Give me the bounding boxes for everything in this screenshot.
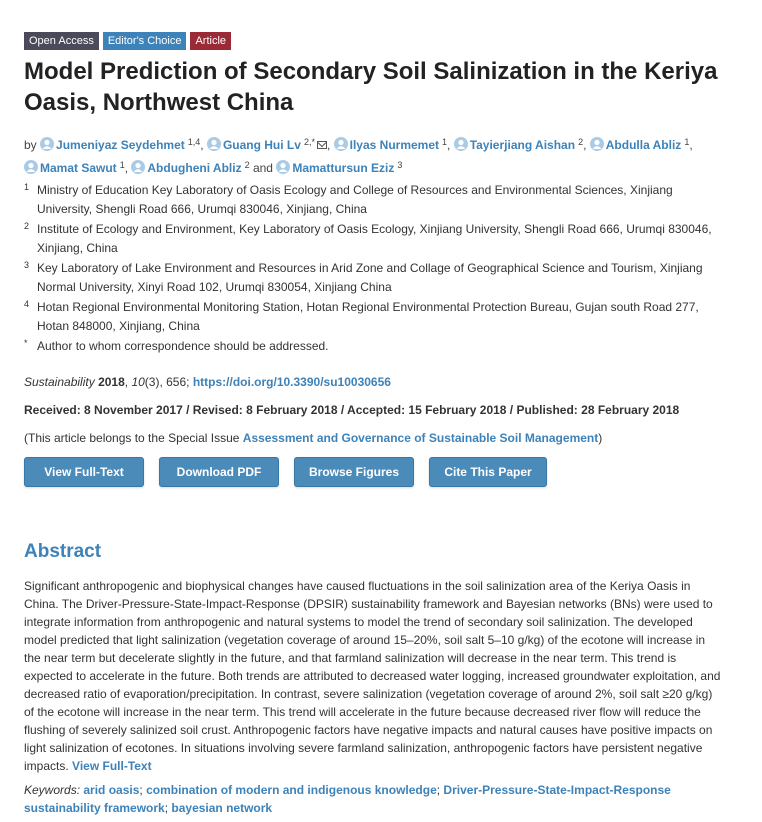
affiliation-text: Author to whom correspondence should be addressed. (37, 339, 329, 353)
user-icon (40, 137, 54, 151)
author-item: Tayierjiang Aishan $^2$, (454, 138, 590, 152)
user-icon (24, 160, 38, 174)
author-item: Ilyas Nurmemet $^1$, (334, 138, 454, 152)
affiliation-number: 2 (24, 221, 30, 231)
author-name-link[interactable]: Abdugheni Abliz (147, 161, 242, 175)
mail-icon[interactable] (317, 141, 327, 149)
affiliation-number: 1 (24, 182, 30, 192)
and-label: and (252, 161, 273, 175)
author-affiliation-sup: 1 (684, 137, 690, 147)
keyword-link[interactable]: arid oasis (83, 783, 140, 797)
abstract-heading: Abstract (24, 541, 102, 562)
affiliation-item (24, 220, 724, 258)
affiliation-item (24, 181, 724, 219)
affiliation-number: * (24, 338, 28, 348)
user-icon (334, 137, 348, 151)
user-icon (207, 137, 221, 151)
abstract-text: Significant anthropogenic and biophysical changes have caused fluctuations in the soil salinization area of the Keriya Oasis in China. The Driver-Pressure-State-Impact-Response (DPSIR) sustainability framework and Bayesian networks (BNs) were used to integrate information from anthropogenic and natural systems to model the trend of secondary soil salinization. The developed model predicted that light salinization (vegetation coverage of around 15–20%, soil salt 5–10 g/kg) of the ecotone will increase in the near term but decelerate slightly in the future, and that farmland salinization will decrease in the near term. This trend is expected to accelerate in the future. Both trends are attributed to decreased water logging, increased groundwater exploitation, and decreased ratio of evaporation/precipitation. In contrast, severe salinization (vegetation coverage of around 2%, soil salt ≥20 g/kg) of the ecotone will increase in the near term. This trend will accelerate in the future because decreased river flow will reduce the flushing of severely salinized soil crust. Anthropogenic factors have negative impacts and natural causes have positive impacts on light salinization of ecotones. In situations involving severe farmland salinization, anthropogenic factors have persistent negative impacts. (24, 579, 721, 773)
special-issue-suffix: ) (598, 431, 603, 445)
citation-issue: (3), 656; (144, 375, 190, 389)
keywords: Keywords: arid oasis; combination of modern and indigenous knowledge; Driver-Pressure-State-Impact-Response sustainability framework; bayesian network (24, 783, 671, 815)
cite-paper-button[interactable]: Cite This Paper (429, 457, 547, 487)
citation-line: Sustainability 2018, 10(3), 656; https://doi.org/10.3390/su10030656 (24, 375, 391, 389)
abstract-body (24, 577, 724, 775)
author-affiliation-sup: 1 (119, 160, 125, 170)
author-item: Abdulla Abliz $^1$, (590, 138, 693, 152)
author-affiliation-sup: 2 (244, 160, 250, 170)
author-item (276, 161, 402, 175)
affiliation-number: 4 (24, 299, 30, 309)
author-item: Mamat Sawut $^1$, (24, 161, 131, 175)
user-icon (131, 160, 145, 174)
download-pdf-button[interactable]: Download PDF (159, 457, 279, 487)
affiliation-list (24, 181, 724, 357)
author-affiliation-sup: 3 (397, 160, 403, 170)
affiliation-item (24, 298, 724, 336)
view-full-text-button[interactable]: View Full-Text (24, 457, 144, 487)
author-item: Jumeniyaz Seydehmet $^{1,4}$, (40, 138, 207, 152)
doi-link[interactable]: https://doi.org/10.3390/su10030656 (192, 375, 391, 389)
author-list (24, 132, 744, 178)
affiliation-item (24, 259, 724, 297)
article-badge: Article (190, 32, 231, 50)
author-name-link[interactable]: Mamattursun Eziz (292, 161, 395, 175)
user-icon (590, 137, 604, 151)
special-issue-prefix: (This article belongs to the Special Issue (24, 431, 240, 445)
author-name-link[interactable]: Abdulla Abliz (605, 138, 682, 152)
author-name-link[interactable]: Ilyas Nurmemet (349, 138, 439, 152)
keyword-link[interactable]: Driver-Pressure-State-Impact-Response sustainability framework (24, 783, 671, 815)
badge-bar (24, 32, 231, 50)
article-title: Model Prediction of Secondary Soil Salinization in the Keriya Oasis, Northwest China (24, 58, 718, 116)
keyword-link[interactable]: combination of modern and indigenous knowledge (146, 783, 437, 797)
author-name-link[interactable]: Jumeniyaz Seydehmet (56, 138, 185, 152)
author-name-link[interactable]: Guang Hui Lv (222, 138, 301, 152)
affiliation-number: 3 (24, 260, 30, 270)
citation-volume: 10 (131, 375, 145, 389)
author-name-link[interactable]: Tayierjiang Aishan (469, 138, 576, 152)
open-access-badge[interactable]: Open Access (24, 32, 99, 50)
citation-year: 2018 (98, 375, 125, 389)
author-name-link[interactable]: Mamat Sawut (40, 161, 117, 175)
author-item: Guang Hui Lv $^{2,*}$ , (207, 138, 334, 152)
user-icon (276, 160, 290, 174)
affiliation-text: Key Laboratory of Lake Environment and Resources in Arid Zone and Collage of Geographical Science and Tourism, Xinjiang Normal University, Xinyi Road 102, Urumqi 830054, Xinjiang China (37, 261, 703, 294)
editors-choice-badge[interactable]: Editor's Choice (103, 32, 187, 50)
affiliation-text: Ministry of Education Key Laboratory of Oasis Ecology and College of Resources and Environmental Sciences, Xinjiang University, Shengli Road 666, Urumqi 830046, Xinjiang, China (37, 183, 673, 216)
author-affiliation-sup: 2 (578, 137, 584, 147)
affiliation-text: Institute of Ecology and Environment, Key Laboratory of Oasis Ecology, Xinjiang University, Shengli Road 666, Urumqi 830046, Xinjiang, China (37, 222, 712, 255)
affiliation-item (24, 337, 724, 356)
browse-figures-button[interactable]: Browse Figures (294, 457, 414, 487)
publication-dates: Received: 8 November 2017 / Revised: 8 February 2018 / Accepted: 15 February 2018 / Published: 28 February 2018 (24, 403, 680, 417)
author-item (131, 161, 253, 175)
by-label: by (24, 138, 37, 152)
abstract-full-text-link[interactable]: View Full-Text (72, 759, 152, 773)
keywords-label: Keywords: (24, 783, 81, 797)
user-icon (454, 137, 468, 151)
special-issue-note (24, 429, 602, 447)
keyword-link[interactable]: bayesian network (171, 801, 273, 815)
special-issue-link[interactable]: Assessment and Governance of Sustainable Soil Management (242, 431, 599, 445)
affiliation-text: Hotan Regional Environmental Monitoring Station, Hotan Regional Environmental Protection Bureau, Gujan south Road 277, Hotan 848000, Xinjiang, China (37, 300, 699, 333)
author-affiliation-sup: 1 (442, 137, 448, 147)
author-affiliation-sup: 1,4 (187, 137, 201, 147)
author-affiliation-sup: 2,* (303, 137, 315, 147)
journal-name: Sustainability (24, 375, 95, 389)
action-buttons (24, 457, 547, 487)
